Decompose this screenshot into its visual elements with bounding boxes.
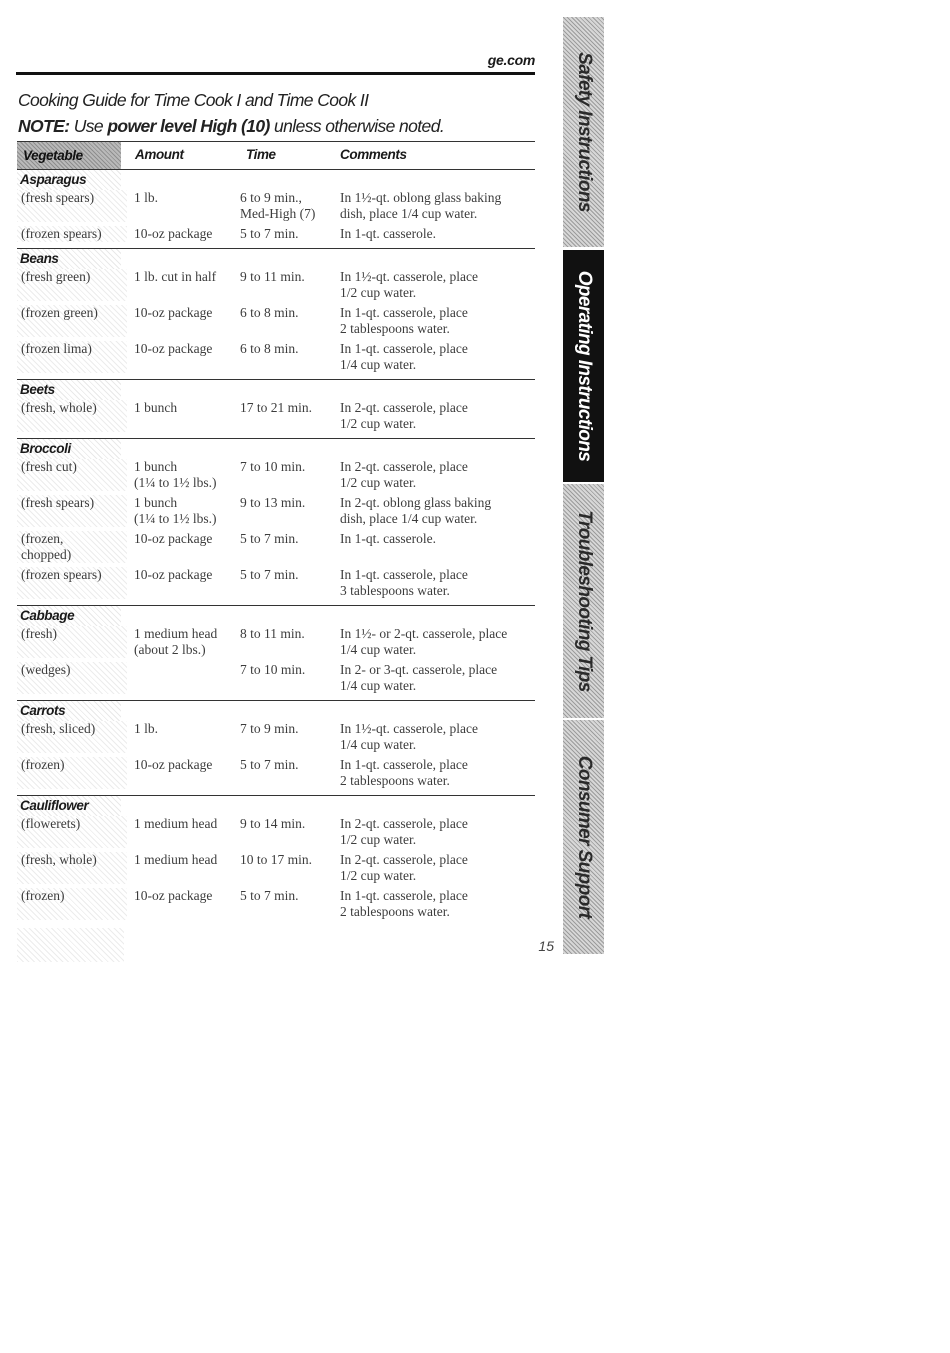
- note-pre: Use: [69, 116, 108, 136]
- tab-consumer-support[interactable]: [563, 720, 604, 954]
- cell-time: [240, 341, 334, 373]
- cell-comments-line: 2 tablespoons water.: [340, 321, 450, 336]
- cell-form: [17, 226, 127, 242]
- cell-comments-line: 2 tablespoons water.: [340, 773, 450, 788]
- table-row: [17, 757, 535, 789]
- vegetable-group: [17, 170, 535, 249]
- tab-operating-instructions[interactable]: [563, 250, 604, 482]
- table-row: [17, 888, 535, 920]
- cell-comments-line: 2 tablespoons water.: [340, 904, 450, 919]
- cell-amount-line: 1 lb.: [134, 721, 159, 736]
- cell-amount-line: 10-oz package: [134, 531, 213, 546]
- cell-form-line: (fresh, whole): [21, 400, 97, 415]
- cell-amount: [127, 888, 240, 920]
- vegetable-group: [17, 606, 535, 701]
- cell-comments: [334, 852, 535, 884]
- cell-amount-line: 1 medium head: [134, 852, 218, 867]
- cell-form-line: (fresh, sliced): [21, 721, 96, 736]
- table-body: [17, 170, 535, 926]
- note-power-level: power level High (10): [107, 116, 270, 136]
- cell-time: [240, 495, 334, 527]
- vegetable-group: [17, 380, 535, 439]
- cell-amount: [127, 400, 240, 432]
- column-header-vegetable: Vegetable: [17, 142, 121, 169]
- cell-form-line: (fresh, whole): [21, 852, 97, 867]
- cell-form-line: (fresh spears): [21, 190, 95, 205]
- cell-time-line: 17 to 21 min.: [240, 400, 313, 415]
- cell-comments-line: In 1-qt. casserole, place: [340, 757, 468, 772]
- cell-form-line: (frozen green): [21, 305, 98, 320]
- cell-time: [240, 190, 334, 222]
- tab-consumer-support-label: Consumer Support: [573, 755, 595, 919]
- cell-form: [17, 305, 127, 337]
- table-row: [17, 305, 535, 337]
- cell-amount-line: (1¼ to 1½ lbs.): [134, 511, 217, 526]
- cell-comments-line: In 2-qt. casserole, place: [340, 852, 468, 867]
- cell-amount: [127, 305, 240, 337]
- cell-comments-line: 1/4 cup water.: [340, 737, 417, 752]
- cell-comments: [334, 269, 535, 301]
- cell-form-line: (fresh green): [21, 269, 91, 284]
- cell-amount: [127, 269, 240, 301]
- cell-form: [17, 459, 127, 491]
- cell-comments-line: dish, place 1/4 cup water.: [340, 511, 478, 526]
- cell-comments-line: In 1-qt. casserole, place: [340, 305, 468, 320]
- site-url: ge.com: [487, 52, 535, 68]
- cell-time-line: 6 to 8 min.: [240, 305, 299, 320]
- vegetable-name: Cabbage: [17, 606, 121, 626]
- cell-amount: [127, 662, 240, 694]
- cell-time: [240, 816, 334, 848]
- cell-time-line: 10 to 17 min.: [240, 852, 313, 867]
- cell-comments: [334, 400, 535, 432]
- vegetable-group: [17, 249, 535, 380]
- cell-time: [240, 626, 334, 658]
- cell-amount: [127, 495, 240, 527]
- cell-amount: [127, 531, 240, 563]
- cell-comments: [334, 662, 535, 694]
- cell-time: [240, 226, 334, 242]
- cell-time: [240, 888, 334, 920]
- cell-amount-line: 10-oz package: [134, 888, 213, 903]
- table-row: [17, 400, 535, 432]
- vegetable-name: Beans: [17, 249, 121, 269]
- cell-time: [240, 721, 334, 753]
- guide-title: Cooking Guide for Time Cook I and Time Cook II: [18, 90, 369, 110]
- cell-form: [17, 400, 127, 432]
- table-row: [17, 341, 535, 373]
- vegetable-group: [17, 701, 535, 796]
- cell-amount: [127, 567, 240, 599]
- table-row: [17, 721, 535, 753]
- cell-comments: [334, 226, 535, 242]
- cell-amount-line: 1 medium head: [134, 816, 218, 831]
- cell-amount-line: 10-oz package: [134, 757, 213, 772]
- cell-time-line: 7 to 10 min.: [240, 662, 306, 677]
- table-row: [17, 459, 535, 491]
- cell-comments-line: 1/2 cup water.: [340, 416, 417, 431]
- cell-comments: [334, 888, 535, 920]
- table-tail-shading: [17, 928, 124, 962]
- cell-comments-line: In 2-qt. casserole, place: [340, 816, 468, 831]
- cell-form: [17, 662, 127, 694]
- tab-safety-instructions[interactable]: [563, 17, 604, 247]
- cell-amount: [127, 459, 240, 491]
- cell-comments-line: In 1-qt. casserole, place: [340, 888, 468, 903]
- tab-troubleshooting-tips-label: Troubleshooting Tips: [573, 510, 595, 692]
- cell-comments-line: 3 tablespoons water.: [340, 583, 450, 598]
- cell-comments-line: In 2-qt. casserole, place: [340, 400, 468, 415]
- cell-form: [17, 888, 127, 920]
- cell-time-line: 9 to 14 min.: [240, 816, 306, 831]
- table-row: [17, 816, 535, 848]
- cell-comments-line: In 1½-qt. casserole, place: [340, 269, 478, 284]
- table-row: [17, 626, 535, 658]
- column-header-amount: Amount: [135, 147, 184, 162]
- table-header: [17, 141, 535, 170]
- table-row: [17, 662, 535, 694]
- cell-comments: [334, 459, 535, 491]
- cell-comments-line: In 1-qt. casserole.: [340, 531, 436, 546]
- cooking-guide-table: [17, 141, 535, 962]
- vegetable-name: Asparagus: [17, 170, 121, 190]
- cell-form-line: (frozen lima): [21, 341, 92, 356]
- cell-form-line: (frozen spears): [21, 567, 102, 582]
- vegetable-name: Carrots: [17, 701, 121, 721]
- table-row: [17, 531, 535, 563]
- cell-comments: [334, 531, 535, 563]
- cell-time-line: 8 to 11 min.: [240, 626, 305, 641]
- cell-comments-line: dish, place 1/4 cup water.: [340, 206, 478, 221]
- cell-amount-line: 1 lb.: [134, 190, 159, 205]
- note-line: [18, 116, 444, 137]
- cell-form: [17, 816, 127, 848]
- cell-time: [240, 459, 334, 491]
- page-number: 15: [538, 938, 554, 954]
- table-row: [17, 567, 535, 599]
- cell-comments-line: In 1½-qt. casserole, place: [340, 721, 478, 736]
- cell-form-line: (frozen spears): [21, 226, 102, 241]
- cell-comments-line: In 1½- or 2-qt. casserole, place: [340, 626, 508, 641]
- table-row: [17, 190, 535, 222]
- cell-time-line: 6 to 8 min.: [240, 341, 299, 356]
- cell-form: [17, 757, 127, 789]
- vegetable-name: Cauliflower: [17, 796, 121, 816]
- vegetable-group: [17, 796, 535, 926]
- vegetable-group: [17, 439, 535, 606]
- cell-form-line: (wedges): [21, 662, 71, 677]
- cell-amount-line: 1 lb. cut in half: [134, 269, 217, 284]
- cell-comments-line: In 1½-qt. oblong glass baking: [340, 190, 502, 205]
- cell-comments-line: In 2- or 3-qt. casserole, place: [340, 662, 498, 677]
- table-row: [17, 269, 535, 301]
- cell-amount-line: (1¼ to 1½ lbs.): [134, 475, 217, 490]
- cell-time: [240, 757, 334, 789]
- cell-comments-line: 1/2 cup water.: [340, 285, 417, 300]
- header-rule: [16, 72, 535, 75]
- cell-amount: [127, 341, 240, 373]
- cell-time-line: 7 to 9 min.: [240, 721, 299, 736]
- cell-time: [240, 305, 334, 337]
- cell-comments: [334, 190, 535, 222]
- cell-amount-line: (about 2 lbs.): [134, 642, 206, 657]
- cell-form-line: (frozen): [21, 757, 65, 772]
- cell-time-line: Med-High (7): [240, 206, 316, 221]
- cell-form-line: (frozen,: [21, 531, 64, 546]
- cell-amount-line: 1 bunch: [134, 400, 178, 415]
- cell-amount: [127, 721, 240, 753]
- cell-amount-line: 10-oz package: [134, 341, 213, 356]
- cell-comments: [334, 721, 535, 753]
- cell-comments-line: In 2-qt. casserole, place: [340, 459, 468, 474]
- cell-comments: [334, 626, 535, 658]
- cell-comments: [334, 757, 535, 789]
- tab-safety-instructions-label: Safety Instructions: [573, 52, 595, 212]
- cell-time-line: 5 to 7 min.: [240, 567, 299, 582]
- cell-amount: [127, 816, 240, 848]
- cell-amount: [127, 852, 240, 884]
- cell-time: [240, 269, 334, 301]
- cell-comments-line: In 1-qt. casserole.: [340, 226, 436, 241]
- cell-time: [240, 400, 334, 432]
- cell-comments-line: 1/4 cup water.: [340, 678, 417, 693]
- vegetable-name: Beets: [17, 380, 121, 400]
- tab-operating-instructions-label: Operating Instructions: [573, 270, 595, 462]
- note-label: NOTE:: [18, 116, 70, 136]
- cell-amount: [127, 757, 240, 789]
- vegetable-name: Broccoli: [17, 439, 121, 459]
- cell-form: [17, 721, 127, 753]
- cell-comments: [334, 305, 535, 337]
- cell-time-line: 6 to 9 min.,: [240, 190, 302, 205]
- cell-amount-line: 10-oz package: [134, 567, 213, 582]
- cell-amount-line: 10-oz package: [134, 305, 213, 320]
- tab-troubleshooting-tips[interactable]: [563, 484, 604, 718]
- cell-amount-line: 1 bunch: [134, 495, 178, 510]
- column-header-time: Time: [246, 147, 276, 162]
- cell-comments-line: 1/4 cup water.: [340, 642, 417, 657]
- cell-form-line: (flowerets): [21, 816, 81, 831]
- cell-comments-line: In 1-qt. casserole, place: [340, 341, 468, 356]
- cell-amount-line: 10-oz package: [134, 226, 213, 241]
- cell-form: [17, 531, 127, 563]
- cell-comments: [334, 816, 535, 848]
- cell-time: [240, 662, 334, 694]
- cell-form: [17, 852, 127, 884]
- cell-time-line: 5 to 7 min.: [240, 226, 299, 241]
- cell-form-line: (fresh): [21, 626, 57, 641]
- cell-comments-line: In 1-qt. casserole, place: [340, 567, 468, 582]
- cell-comments-line: In 2-qt. oblong glass baking: [340, 495, 492, 510]
- cell-comments-line: 1/2 cup water.: [340, 868, 417, 883]
- cell-form-line: (fresh cut): [21, 459, 77, 474]
- cell-comments: [334, 567, 535, 599]
- cell-time-line: 9 to 13 min.: [240, 495, 306, 510]
- cell-time-line: 7 to 10 min.: [240, 459, 306, 474]
- cell-amount: [127, 190, 240, 222]
- table-row: [17, 226, 535, 242]
- table-row: [17, 495, 535, 527]
- cell-amount: [127, 226, 240, 242]
- cell-form: [17, 269, 127, 301]
- cell-form: [17, 341, 127, 373]
- cell-comments-line: 1/2 cup water.: [340, 475, 417, 490]
- cell-form: [17, 495, 127, 527]
- cell-form: [17, 567, 127, 599]
- cell-form-line: (fresh spears): [21, 495, 95, 510]
- cell-comments: [334, 341, 535, 373]
- cell-comments-line: 1/4 cup water.: [340, 357, 417, 372]
- note-post: unless otherwise noted.: [269, 116, 445, 136]
- cell-form-line: (frozen): [21, 888, 65, 903]
- cell-amount-line: 1 bunch: [134, 459, 178, 474]
- cell-comments-line: 1/2 cup water.: [340, 832, 417, 847]
- cell-time: [240, 852, 334, 884]
- cell-time: [240, 531, 334, 563]
- column-header-comments: Comments: [340, 147, 407, 162]
- cell-time: [240, 567, 334, 599]
- cell-time-line: 9 to 11 min.: [240, 269, 305, 284]
- cell-form-line: chopped): [21, 547, 72, 562]
- table-row: [17, 852, 535, 884]
- cell-time-line: 5 to 7 min.: [240, 888, 299, 903]
- cell-form: [17, 190, 127, 222]
- cell-time-line: 5 to 7 min.: [240, 757, 299, 772]
- cell-amount: [127, 626, 240, 658]
- cell-form: [17, 626, 127, 658]
- cell-time-line: 5 to 7 min.: [240, 531, 299, 546]
- cell-comments: [334, 495, 535, 527]
- cell-amount-line: 1 medium head: [134, 626, 218, 641]
